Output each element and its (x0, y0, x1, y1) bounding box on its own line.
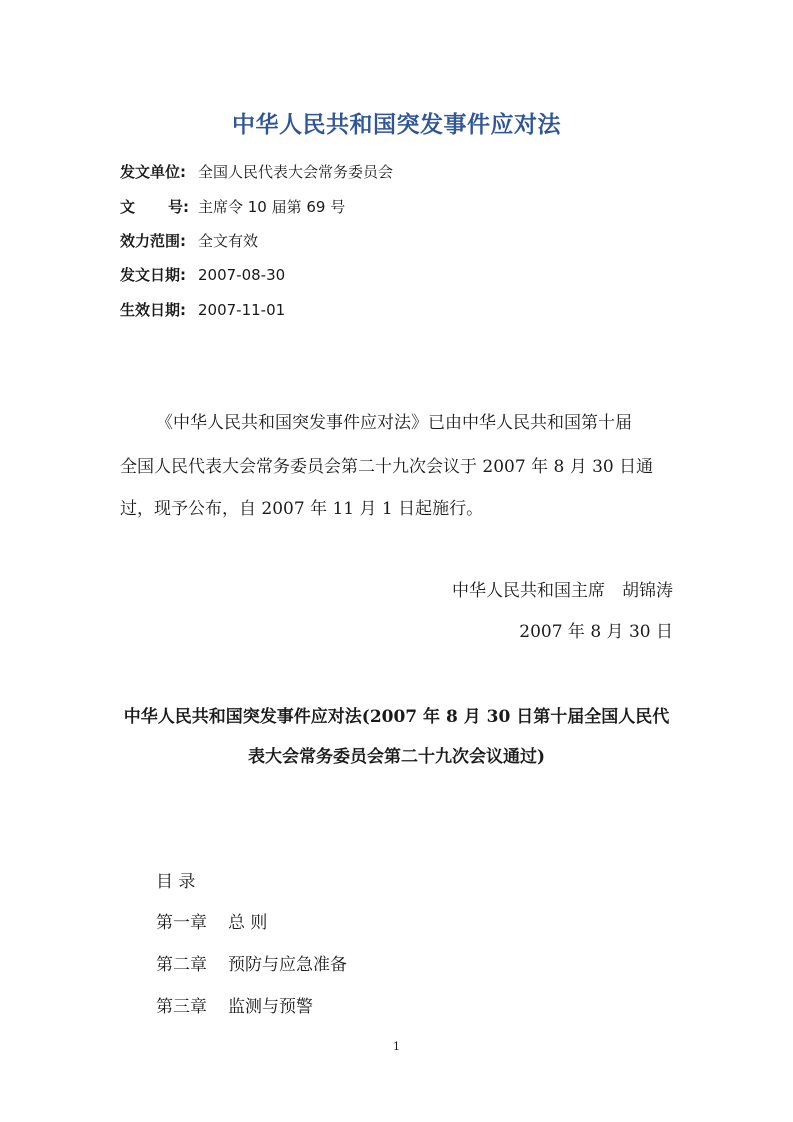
toc-chapter-number: 第二章 (156, 955, 207, 975)
meta-row-issue-date (120, 265, 285, 285)
signature-date: 2007 年 8 月 30 日 (519, 622, 673, 642)
toc-chapter-1 (156, 908, 267, 933)
meta-row-validity (120, 231, 258, 251)
promulgation-line-3: 过，现予公布，自 2007 年 11 月 1 日起施行。 (120, 499, 484, 519)
toc-chapter-name: 总 则 (228, 913, 268, 933)
meta-value-issue-date: 2007-08-30 (198, 266, 286, 284)
meta-value-doc-number: 主席令 10 届第 69 号 (198, 198, 346, 216)
meta-label-effective-date: 生效日期: (120, 301, 186, 319)
meta-value-issuer: 全国人民代表大会常务委员会 (198, 163, 394, 181)
toc-chapter-2 (156, 950, 347, 975)
meta-row-effective-date (120, 300, 285, 320)
toc-chapter-name: 监测与预警 (228, 997, 313, 1017)
toc-title: 目 录 (156, 872, 196, 892)
toc-chapter-number: 第三章 (156, 997, 207, 1017)
meta-value-validity: 全文有效 (198, 232, 259, 250)
toc-chapter-3 (156, 992, 313, 1017)
page-title: 中华人民共和国突发事件应对法 (232, 112, 561, 138)
meta-label-issue-date: 发文日期: (120, 266, 186, 284)
toc-chapter-number: 第一章 (156, 913, 207, 933)
promulgation-line-1: 《中华人民共和国突发事件应对法》已由中华人民共和国第十届 (156, 413, 632, 433)
law-heading-line-1: 中华人民共和国突发事件应对法(2007 年 8 月 30 日第十届全国人民代 (123, 707, 670, 727)
meta-label-issuer: 发文单位: (120, 163, 186, 181)
promulgation-line-2: 全国人民代表大会常务委员会第二十九次会议于 2007 年 8 月 30 日通 (120, 457, 654, 477)
page-number: 1 (393, 1040, 400, 1053)
meta-value-effective-date: 2007-11-01 (198, 301, 286, 319)
meta-row-issuer (120, 162, 393, 182)
signature-signer: 中华人民共和国主席 胡锦涛 (452, 581, 673, 601)
meta-label-validity: 效力范围: (120, 232, 186, 250)
law-heading-line-2: 表大会常务委员会第二十九次会议通过) (247, 747, 546, 767)
toc-chapter-name: 预防与应急准备 (228, 955, 347, 975)
meta-label-doc-number: 文 号: (120, 198, 189, 216)
meta-row-doc-number (120, 197, 345, 217)
